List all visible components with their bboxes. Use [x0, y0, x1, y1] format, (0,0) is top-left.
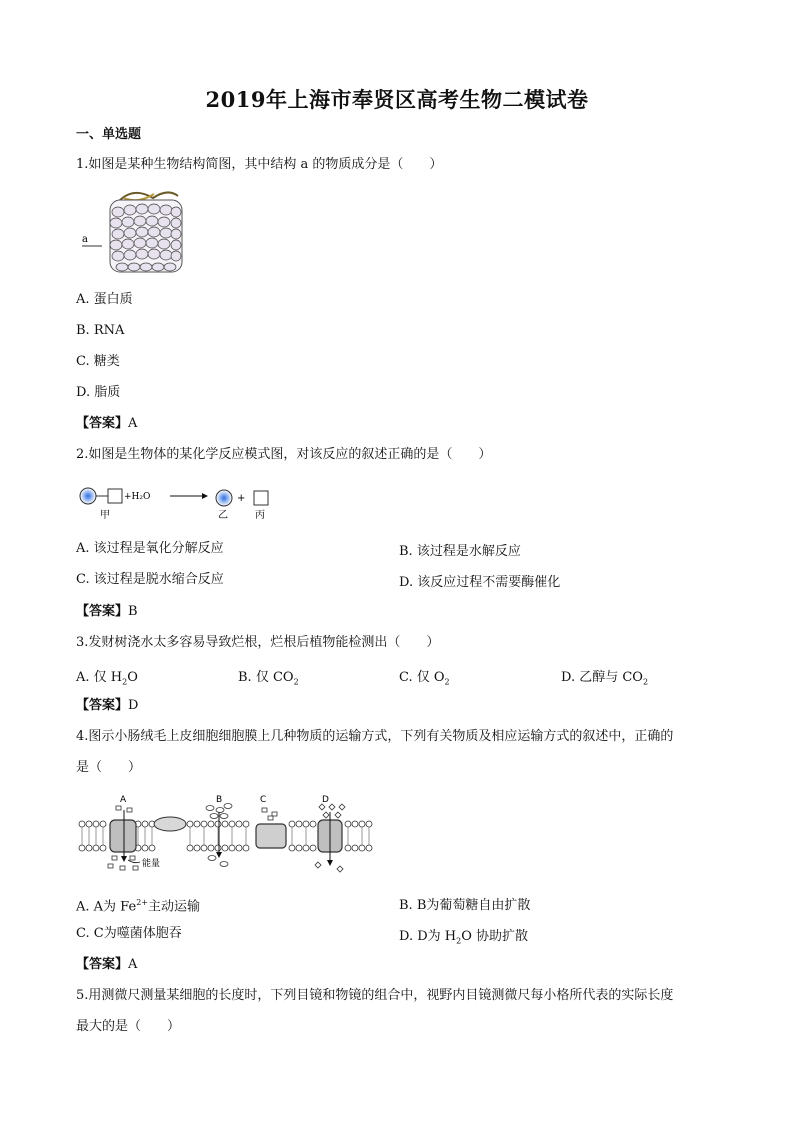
- q4-label-b: B: [216, 795, 223, 805]
- q1-answer: [76, 415, 137, 433]
- q1-fig-label-a: a: [82, 234, 88, 245]
- q5-stem-line1: 5.用测微尺测量某细胞的长度时，下列目镜和物镜的组合中，视野内目镜测微尺每小格所代表的实际长度: [76, 988, 674, 1003]
- q4-protein-a: [110, 820, 136, 852]
- q4-peripheral-protein: [154, 817, 186, 831]
- q2-option-b: B. 该过程是水解反应: [399, 544, 521, 559]
- answer-label: 【答案】: [76, 698, 129, 713]
- q1-option-d: D. 脂质: [76, 385, 121, 400]
- q2-circle-yi: [216, 490, 232, 506]
- q3-option-a: A. 仅 $H_2O$: [76, 670, 138, 687]
- q2-option-a: A. 该过程是氧化分解反应: [76, 541, 224, 556]
- q4-membrane-figure: [78, 790, 378, 880]
- q2-label-water: +H₂O: [124, 492, 151, 502]
- q4-protein-c: [256, 824, 286, 848]
- q3-option-c: C. 仅 $O_2$: [399, 670, 450, 687]
- answer-label: 【答案】: [76, 957, 129, 972]
- answer-value: D: [128, 698, 139, 713]
- q2-arrow-icon: [202, 493, 208, 499]
- q2-label-bing: 丙: [255, 510, 265, 521]
- answer-value: A: [128, 957, 138, 972]
- q3-stem: 3.发财树浇水太多容易导致烂根，烂根后植物能检测出（ ）: [76, 635, 440, 650]
- answer-label: 【答案】: [76, 604, 129, 619]
- q4-option-d: D. D为 $H_2O$ 协助扩散: [399, 929, 529, 946]
- q2-square-jia: [108, 489, 122, 503]
- q4-option-a: A. A为 $Fe^{2+}$主动运输: [76, 898, 200, 915]
- answer-value: B: [128, 604, 138, 619]
- answer-value: A: [128, 416, 138, 431]
- q2-circle-jia: [80, 488, 96, 504]
- q3-option-d: D. 乙醇与 $CO_2$: [561, 670, 649, 687]
- section-heading: 一、单选题: [76, 127, 142, 142]
- q2-option-d: D. 该反应过程不需要酶催化: [399, 575, 561, 590]
- q4-answer: [76, 956, 137, 974]
- q1-option-b: B. RNA: [76, 323, 125, 338]
- q1-option-c: C. 糖类: [76, 354, 120, 369]
- q1-stem: 1.如图是某种生物结构简图，其中结构 a 的物质成分是（ ）: [76, 157, 443, 172]
- q4-label-energy: 能量: [142, 859, 161, 869]
- q1-option-a: A. 蛋白质: [76, 292, 133, 307]
- q4-label-d: D: [322, 795, 329, 805]
- q4-stem-line1: 4.图示小肠绒毛上皮细胞细胞膜上几种物质的运输方式，下列有关物质及相应运输方式的叙述中，正确的: [76, 729, 674, 744]
- q2-option-c: C. 该过程是脱水缩合反应: [76, 572, 224, 587]
- page-title: 2019年上海市奉贤区高考生物二模试卷: [205, 87, 589, 112]
- q4-stem-line2: 是（ ）: [76, 760, 142, 775]
- q4-option-c: C. C为噬菌体胞吞: [76, 926, 182, 941]
- q2-square-bing: [254, 491, 268, 505]
- q3-option-b: B. 仅 $CO_2$: [238, 670, 299, 687]
- q2-label-jia: 甲: [100, 510, 110, 521]
- q5-stem-line2: 最大的是（ ）: [76, 1019, 181, 1034]
- answer-label: 【答案】: [76, 416, 129, 431]
- q2-label-plus: +: [237, 493, 246, 504]
- q4-label-a: A: [120, 795, 127, 805]
- q2-reaction-figure: [78, 484, 278, 524]
- q1-virus-figure: [78, 184, 190, 276]
- q3-answer: [76, 697, 138, 715]
- q4-option-b: B. B为葡萄糖自由扩散: [399, 898, 531, 913]
- q4-label-c: C: [260, 795, 267, 805]
- q2-stem: 2.如图是生物体的某化学反应模式图，对该反应的叙述正确的是（ ）: [76, 447, 492, 462]
- q2-label-yi: 乙: [218, 510, 228, 521]
- q2-answer: [76, 603, 138, 621]
